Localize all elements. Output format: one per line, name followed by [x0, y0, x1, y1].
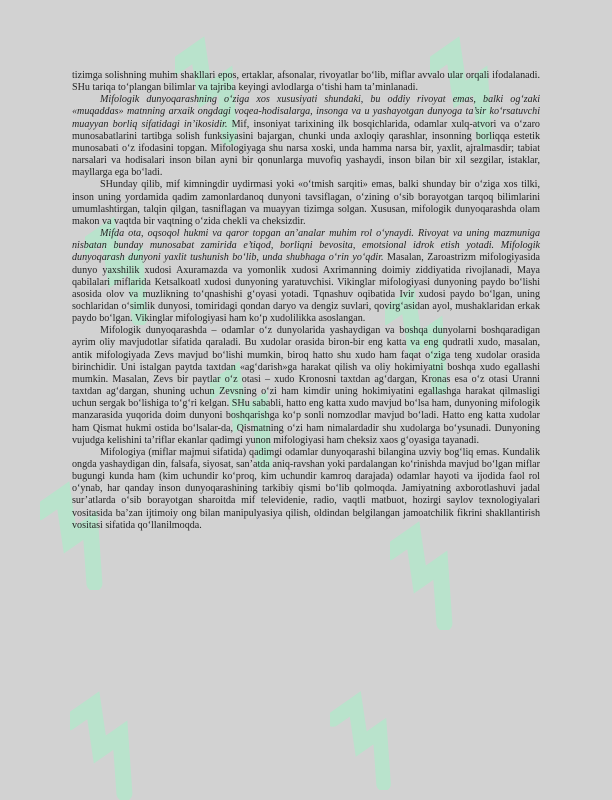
- italic-text-segment: Mifologik dunyoqarashning o‘ziga xos xususiyati shundaki, bu oddiy rivoyat emas, balki og‘zaki «muqaddas» matnning arxaik ongdagi voqea-hodisalarga, insonga va u yashayotgan dunyoga ta’sir ko‘rsatuvchi muayyan borliq sifatidagi in’ikosidir.: [72, 94, 540, 130]
- text-segment: Mifologiya (miflar majmui sifatida) qadimgi odamlar dunyoqarashi bilangina uzviy bog‘liq emas. Kundalik ongda yashaydigan din, falsafa, siyosat, san’atda aniq-ravshan yoki pardalangan ko‘rinishda mavjud bo‘lgan miflar bugungi kunda ham (kim uchundir ko‘proq, kim uchundir kamroq darajada) odamlar hayoti va ijodida faol rol o‘ynab, har qanday inson dunyoqarashining tarkibiy qismi bo‘lib qolmoqda. Jamiyatning axborotlashuvi jadal sur’atlarda o‘sib borayotgan sharoitda mif televidenie, radio, vaqtli matbuot, hozirgi saylov texnologiyalari vositasida ba’zan ijtimoiy ong bilan manipulyasiya qilish, oldindan belgilangan jamoatchilik fikrini shakllantirish vositasi sifatida qo‘llanilmoqda.: [72, 446, 540, 531]
- text-segment: SHunday qilib, mif kimningdir uydirmasi yoki «o‘tmish sarqiti» emas, balki shunday bir o‘ziga xos tilki, inson uning yordamida qadim zamonlardanoq dunyoni tavsiflagan, o‘zining o‘sib borayotgan tarqoq bilimlarini umumlashtirgan, talqin qilgan, tasniflagan va muayyan tizimga solgan. Xususan, mifologik dunyoqarashda olam makon va vaqtda bir vaqtning o‘zida chekli va cheksizdir.: [72, 179, 540, 227]
- text-segment: tizimga solishning muhim shakllari epos, ertaklar, afsonalar, rivoyatlar bo‘lib, miflar avvalo ular orqali ifodalanadi. SHu tariqa to‘plangan bilimlar va tajriba keyingi avlodlarga o‘tishi ham ta’minlanadi.: [72, 70, 540, 94]
- watermark-logo: [70, 690, 160, 800]
- watermark-logo: [390, 520, 480, 630]
- paragraph: [72, 325, 540, 447]
- document-body: [72, 70, 540, 532]
- paragraph: [72, 447, 540, 532]
- text-segment: Mifologik dunyoqarashda – odamlar o‘z dunyolarida yashaydigan va boshqa dunyolarni boshqaradigan ayrim oliy mavjudotlar sifatida qaraladi. Bu xudolar orasida biron-bir eng katta va eng qudratli xudo, masalan, antik mifologiyada Zevs mavjud bo‘lishi mumkin, biroq hatto shu xudo ham faqat o‘ziga teng xudolar orasida birinchidir. Uni istalgan paytda taxtdan «ag‘darish»ga harakat qilish va oliy hokimiyatni boshqa xudo egallashi mumkin. Masalan, Zevs bir paytlar o‘z otasi – xudo Kronosni taxtdan ag‘dargan, Kronas esa o‘z otasi Uranni taxtdan ag‘dargan, shuning uchun Zevsning o‘zi ham kimdir uning hokimiyatini egallashga harakat qilmasligi uchun sergak bo‘lishiga to‘g‘ri kelgan. SHu sababli, hatto eng katta xudo mavjud bo‘lsa ham, dunyoning mifologik manzarasida yuqorida doim dunyoni boshqarishga ko‘p sonli nomzodlar mavjud bo‘ladi. Hatto eng katta xudolar ham Qismat hukmi ostida bo‘lsalar-da, Qismatning o‘zi ham nimalardadir shu xudolarga bo‘ysunadi. Dunyoning vujudga kelishini ta’riflar ekanlar qadimgi yunon mifologiyasi ham cheksiz xaos g‘oyasiga tayanadi.: [72, 325, 540, 446]
- text-segment: Mif, insoniyat tarixining ilk bosqichlarida, odamlar xulq-atvori va o‘zaro munosabatlarini tartibga solish funksiyasini bajargan, chunki unda axloqiy qarashlar, insonning borliqqa estetik munosabati o‘z ifodasini topgan. Mifologiyaga shu narsa xoski, unda hamma narsa bir, yaxlit, ajralmasdir; tabiat narsalari va hodisalari inson bilan ayni bir qonunlarga muvofiq yashaydi, inson bilan bir xil sezgilar, istaklar, mayllarga ega bo‘ladi.: [72, 118, 540, 179]
- paragraph: [72, 179, 540, 228]
- watermark-logo: [330, 690, 420, 790]
- paragraph: [72, 70, 540, 94]
- paragraph: [72, 228, 540, 325]
- paragraph: [72, 94, 540, 179]
- italic-text-segment: Mifda ota, oqsoqol hukmi va qaror topgan an’analar muhim rol o‘ynaydi. Rivoyat va uning mazmuniga nisbatan bunday munosabat zamirida e’tiqod, borliqni bevosita, emotsional idrok etish yotadi. Mifologik dunyoqarash dunyoni yaxlit tushunish bo‘lib, unda shubhaga o‘rin yo‘qdir.: [72, 228, 540, 264]
- text-segment: Masalan, Zaroastrizm mifologiyasida dunyo yaxshilik xudosi Axuramazda va yomonlik xudosi Axrimanning doimiy ziddiyatida rivojlanadi, Maya qabilalari miflarida Ketsalkoatl xudosi dunyoning yaratuvchisi. Vikinglar mifologiyasi dunyoning paydo bo‘lishi asosida olov va muzlikning to‘qnashishi g‘oyasi yotadi. Tqnashuv oqibatida Ivir xudosi paydo bo‘lgan, uning sochlaridan o‘simlik dunyosi, tomiridagi qondan daryo va dengiz suvlari, qovirg‘asidan ayol, mushaklaridan erkak paydo bo‘lgan. Vikinglar mifologiyasi ham ko‘p xudolilikka asoslangan.: [72, 252, 541, 325]
